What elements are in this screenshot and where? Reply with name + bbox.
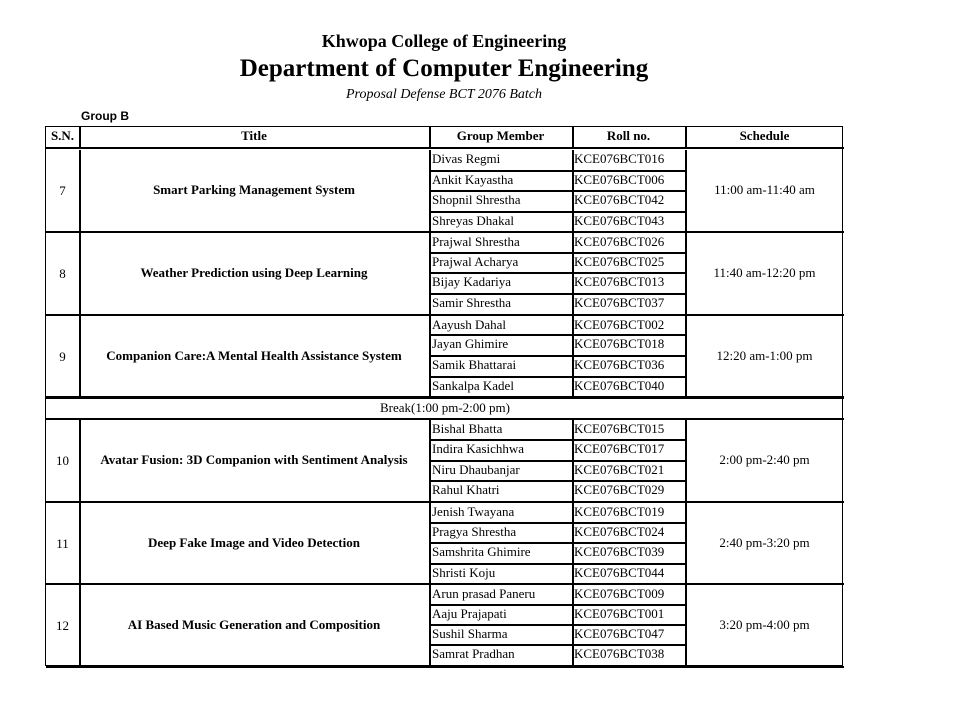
row-sn: 11 <box>56 535 69 551</box>
schedule-time: 2:40 pm-3:20 pm <box>719 534 810 550</box>
member-roll: KCE076BCT013 <box>574 274 665 289</box>
member-roll: KCE076BCT015 <box>574 421 665 436</box>
row-divider <box>46 666 844 668</box>
schedule-table <box>45 126 843 666</box>
column-divider <box>685 127 687 148</box>
member-roll: KCE076BCT016 <box>574 151 665 166</box>
row-sn: 7 <box>59 183 66 198</box>
member-name: Sankalpa Kadel <box>432 378 514 393</box>
member-name: Jenish Twayana <box>432 504 515 519</box>
row-divider <box>46 397 844 399</box>
row-divider <box>46 231 844 233</box>
row-divider <box>46 501 844 503</box>
row-sn: 8 <box>59 266 66 281</box>
project-title: Avatar Fusion: 3D Companion with Sentiment Analysis <box>100 452 408 467</box>
member-name: Niru Dhaubanjar <box>432 462 520 477</box>
member-name: Pragya Shrestha <box>432 524 517 539</box>
row-sn: 9 <box>59 348 66 364</box>
member-name: Indira Kasichhwa <box>432 441 525 456</box>
schedule-time: 3:20 pm-4:00 pm <box>719 617 810 632</box>
member-name: Samik Bhattarai <box>432 357 517 372</box>
member-roll: KCE076BCT036 <box>574 357 665 372</box>
member-roll: KCE076BCT021 <box>574 462 665 477</box>
row-divider <box>46 418 844 420</box>
member-roll: KCE076BCT029 <box>574 482 665 497</box>
member-roll: KCE076BCT001 <box>574 606 665 621</box>
member-roll: KCE076BCT037 <box>574 295 665 310</box>
member-name: Rahul Khatri <box>432 482 500 497</box>
header-member: Group Member <box>456 128 545 143</box>
member-roll: KCE076BCT026 <box>574 234 665 249</box>
member-roll: KCE076BCT006 <box>574 172 665 187</box>
member-name: Prajwal Shrestha <box>432 234 520 249</box>
member-roll: KCE076BCT047 <box>574 626 665 641</box>
member-roll: KCE076BCT038 <box>574 646 665 661</box>
member-name: Prajwal Acharya <box>432 254 519 269</box>
header-title: Title <box>241 128 267 143</box>
member-name: Aayush Dahal <box>432 317 507 332</box>
college-name: Khwopa College of Engineering <box>321 31 567 51</box>
member-name: Samrat Pradhan <box>432 646 515 661</box>
row-divider <box>46 314 844 316</box>
member-name: Bijay Kadariya <box>432 274 512 289</box>
member-roll: KCE076BCT042 <box>574 192 665 207</box>
department-title: Department of Computer Engineering <box>239 55 649 82</box>
member-name: Jayan Ghimire <box>432 336 509 351</box>
header-schedule: Schedule <box>739 128 790 143</box>
member-name: Divas Regmi <box>432 151 501 166</box>
header-roll: Roll no. <box>606 128 651 143</box>
break-row: Break(1:00 pm-2:00 pm) <box>380 400 510 415</box>
schedule-time: 2:00 pm-2:40 pm <box>719 452 810 467</box>
member-roll: KCE076BCT044 <box>574 565 665 580</box>
group-label: Group B <box>81 109 129 123</box>
member-roll: KCE076BCT002 <box>574 317 665 332</box>
member-roll: KCE076BCT043 <box>574 213 665 228</box>
member-roll: KCE076BCT039 <box>574 544 665 559</box>
subtitle: Proposal Defense BCT 2076 Batch <box>346 87 542 102</box>
member-name: Samshrita Ghimire <box>432 544 531 559</box>
member-name: Sushil Sharma <box>432 626 508 641</box>
row-divider <box>46 147 844 149</box>
column-divider <box>429 127 431 148</box>
member-name: Aaju Prajapati <box>432 606 507 621</box>
row-sn: 10 <box>56 453 69 468</box>
row-divider <box>46 583 844 585</box>
row-sn: 12 <box>56 618 69 633</box>
member-name: Shreyas Dhakal <box>432 213 514 228</box>
member-roll: KCE076BCT019 <box>574 504 665 519</box>
project-title: Companion Care:A Mental Health Assistance System <box>106 347 402 363</box>
member-name: Arun prasad Paneru <box>432 586 536 601</box>
member-roll: KCE076BCT024 <box>574 524 665 539</box>
column-divider <box>79 127 81 148</box>
member-roll: KCE076BCT025 <box>574 254 665 269</box>
column-divider <box>572 127 574 148</box>
member-roll: KCE076BCT018 <box>574 336 665 351</box>
project-title: AI Based Music Generation and Composition <box>127 617 381 632</box>
schedule-time: 11:00 am-11:40 am <box>714 182 815 197</box>
member-roll: KCE076BCT040 <box>574 378 665 393</box>
member-name: Ankit Kayastha <box>432 172 514 187</box>
project-title: Smart Parking Management System <box>153 182 355 197</box>
member-name: Shopnil Shrestha <box>432 192 521 207</box>
member-name: Shristi Koju <box>432 565 496 580</box>
schedule-time: 11:40 am-12:20 pm <box>713 265 816 280</box>
project-title: Weather Prediction using Deep Learning <box>140 265 368 280</box>
schedule-time: 12:20 am-1:00 pm <box>716 347 813 363</box>
project-title: Deep Fake Image and Video Detection <box>148 534 360 550</box>
header-sn: S.N. <box>50 128 75 143</box>
member-roll: KCE076BCT009 <box>574 586 665 601</box>
member-name: Samir Shrestha <box>432 295 512 310</box>
member-name: Bishal Bhatta <box>432 421 503 436</box>
member-roll: KCE076BCT017 <box>574 441 665 456</box>
